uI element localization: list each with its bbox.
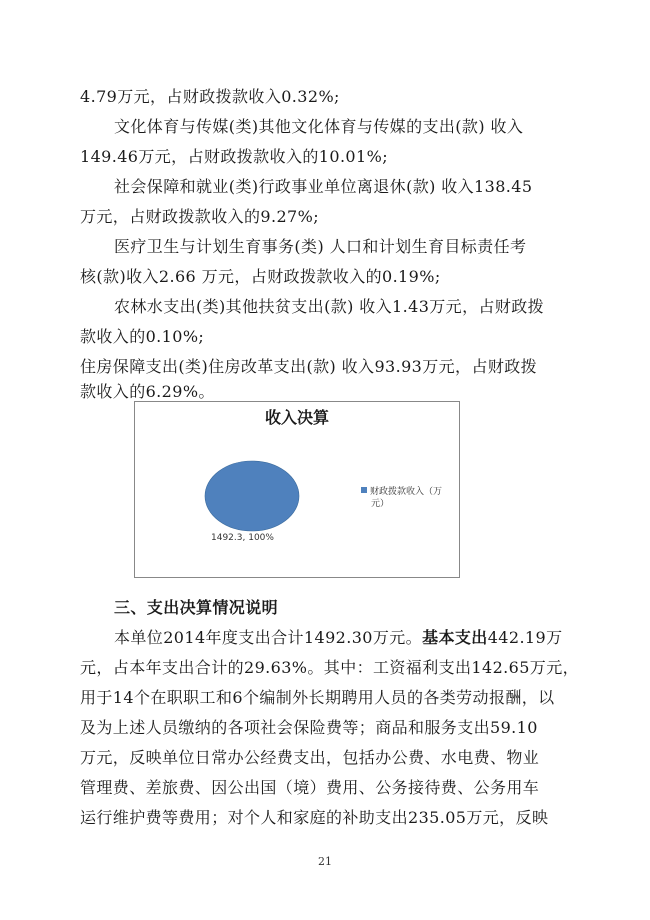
- section-intro: [114, 628, 563, 648]
- paragraph-line: 4.79万元，占财政拨款收入0.32%;: [80, 87, 340, 106]
- section-line: 及为上述人员缴纳的各项社会保险费等；商品和服务支出59.10: [80, 718, 538, 737]
- section-line: 元，占本年支出合计的29.63%。其中：工资福利支出142.65万元，: [80, 658, 579, 677]
- pie-slice: [205, 461, 299, 531]
- chart-title: 收入决算: [264, 408, 329, 427]
- legend-item: [361, 486, 457, 498]
- section-line: 运行维护费等费用；对个人和家庭的补助支出235.05万元，反映: [80, 808, 549, 827]
- paragraph-line: 款收入的6.29%。: [80, 382, 215, 401]
- paragraph-line: 住房保障支出(类)住房改革支出(款) 收入93.93万元，占财政拨: [80, 357, 538, 376]
- section-line: 管理费、差旅费、因公出国（境）费用、公务接待费、公务用车: [80, 778, 540, 797]
- paragraph-line: 万元，占财政拨款收入的9.27%;: [80, 207, 320, 226]
- paragraph-line: 社会保障和就业(类)行政事业单位离退休(款) 收入138.45: [114, 177, 533, 196]
- income-pie-chart: [134, 401, 460, 578]
- paragraph-line: 款收入的0.10%;: [80, 327, 205, 346]
- pie-data-label: 1492.3, 100%: [211, 533, 274, 543]
- legend-label-continued: 元）: [371, 499, 390, 509]
- intro-bold-term: 基本支出: [422, 628, 488, 647]
- paragraph-line: 文化体育与传媒(类)其他文化体育与传媒的支出(款) 收入: [114, 117, 524, 136]
- chart-legend: [361, 486, 457, 510]
- legend-swatch: [361, 487, 367, 493]
- intro-text-after: 442.19万: [487, 628, 563, 647]
- page-number: 21: [318, 855, 332, 868]
- section-heading: 三、支出决算情况说明: [114, 598, 279, 617]
- paragraph-line: 农林水支出(类)其他扶贫支出(款) 收入1.43万元，占财政拨: [114, 297, 545, 316]
- section-line: 万元，反映单位日常办公经费支出，包括办公费、水电费、物业: [80, 748, 540, 767]
- intro-text: 本单位2014年度支出合计1492.30万元。: [114, 628, 423, 647]
- paragraph-line: 医疗卫生与计划生育事务(类) 人口和计划生育目标责任考: [114, 237, 527, 256]
- section-line: 用于14个在职职工和6个编制外长期聘用人员的各类劳动报酬，以: [80, 688, 555, 707]
- paragraph-line: 核(款)收入2.66 万元，占财政拨款收入的0.19%;: [80, 267, 441, 286]
- paragraph-line: 149.46万元，占财政拨款收入的10.01%;: [80, 147, 388, 166]
- legend-label: 财政拨款收入（万: [370, 487, 443, 497]
